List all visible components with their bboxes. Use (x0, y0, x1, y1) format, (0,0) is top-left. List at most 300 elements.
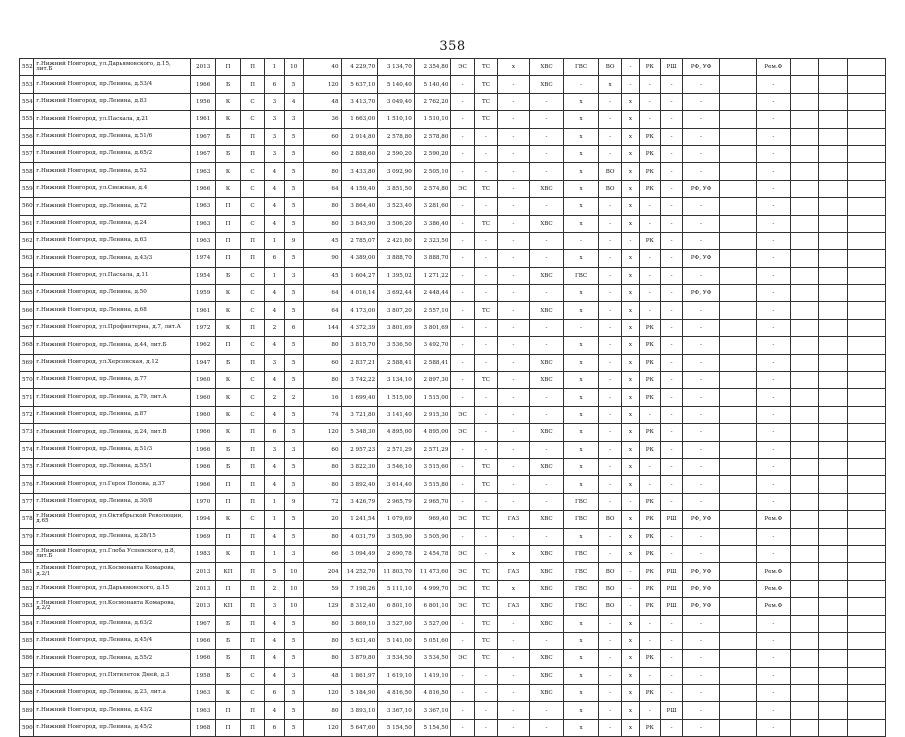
cell-living-area: 2 690,78 (378, 545, 415, 562)
cell-living-area: 2 571,29 (378, 441, 415, 458)
cell-living-area: 2 965,79 (378, 493, 415, 510)
cell-private-area: 2 588,41 (414, 354, 451, 371)
cell-heating: ТС (474, 372, 497, 389)
cell-apartments: 64 (303, 302, 341, 319)
cell-facade: - (683, 76, 720, 93)
cell-row-number: 584 (20, 615, 34, 632)
cell-roof-repair: - (639, 615, 660, 632)
cell-empty-col-a (719, 372, 756, 389)
cell-floors: 5 (284, 424, 303, 441)
cell-chute: х (622, 319, 639, 336)
cell-empty-col-c (818, 337, 848, 354)
cell-empty-col-b (791, 180, 818, 197)
cell-empty-col-d (848, 389, 886, 406)
cell-fund: - (756, 702, 791, 719)
cell-hot-water: - (564, 76, 599, 93)
cell-electricity: - (451, 354, 474, 371)
cell-fund: - (756, 424, 791, 441)
cell-empty-col-b (791, 424, 818, 441)
cell-living-area: 3 134,10 (378, 372, 415, 389)
cell-heating: - (474, 145, 497, 162)
cell-fund: - (756, 372, 791, 389)
table-row (20, 76, 886, 93)
table-row (20, 319, 886, 336)
cell-cold-water: - (529, 406, 564, 423)
cell-empty-col-a (719, 319, 756, 336)
table-row (20, 111, 886, 128)
cell-floors: 5 (284, 128, 303, 145)
cell-total-area: 7 198,26 (341, 580, 378, 597)
cell-basement: - (660, 285, 682, 302)
cell-floors: 5 (284, 198, 303, 215)
cell-gas: - (498, 685, 530, 702)
cell-apartments: 129 (303, 598, 341, 615)
cell-roof-repair: - (639, 632, 660, 649)
cell-facade: - (683, 319, 720, 336)
cell-living-area: 3 807,20 (378, 302, 415, 319)
cell-chute: х (622, 111, 639, 128)
cell-empty-col-d (848, 511, 886, 528)
cell-empty-col-d (848, 719, 886, 736)
cell-floor-type: П (240, 719, 264, 736)
cell-drainage: ВО (598, 511, 621, 528)
cell-year-built: 1956 (190, 93, 215, 110)
cell-living-area: 2 590,20 (378, 145, 415, 162)
cell-entrances: 6 (265, 719, 284, 736)
cell-address: г.Нижний Новгород, пр.Ленина, д.30/8 (34, 493, 191, 510)
cell-cold-water: - (529, 198, 564, 215)
cell-empty-col-b (791, 650, 818, 667)
cell-address: г.Нижний Новгород, ул.Глеба Успенского, д.8, лит.Б (34, 545, 191, 562)
cell-cold-water: ХВС (529, 267, 564, 284)
cell-year-built: 1961 (190, 111, 215, 128)
cell-empty-col-c (818, 476, 848, 493)
table-row (20, 93, 886, 110)
cell-entrances: 4 (265, 285, 284, 302)
cell-floors: 5 (284, 458, 303, 475)
cell-heating: ТС (474, 615, 497, 632)
cell-hot-water: х (564, 406, 599, 423)
cell-basement: - (660, 76, 682, 93)
cell-entrances: 1 (265, 267, 284, 284)
cell-year-built: 1963 (190, 198, 215, 215)
cell-floor-type: П (240, 232, 264, 249)
cell-fund: - (756, 163, 791, 180)
cell-basement: - (660, 232, 682, 249)
cell-row-number: 555 (20, 111, 34, 128)
cell-basement: - (660, 441, 682, 458)
cell-year-built: 1966 (190, 650, 215, 667)
cell-address: г.Нижний Новгород, пр.Ленина, д.43/2 (34, 702, 191, 719)
cell-electricity: ЭС (451, 545, 474, 562)
cell-floor-type: П (240, 424, 264, 441)
cell-year-built: 1966 (190, 476, 215, 493)
cell-fund: - (756, 250, 791, 267)
cell-private-area: 2 354,80 (414, 59, 451, 76)
cell-empty-col-c (818, 354, 848, 371)
cell-electricity: - (451, 458, 474, 475)
cell-drainage: - (598, 702, 621, 719)
cell-fund: - (756, 476, 791, 493)
cell-gas: - (498, 389, 530, 406)
cell-fund: - (756, 389, 791, 406)
cell-wall-material: Б (216, 615, 240, 632)
cell-total-area: 4 389,00 (341, 250, 378, 267)
cell-total-area: 4 173,00 (341, 302, 378, 319)
cell-entrances: 5 (265, 563, 284, 580)
cell-empty-col-d (848, 59, 886, 76)
cell-gas: - (498, 319, 530, 336)
cell-gas: ГАЗ (498, 598, 530, 615)
cell-apartments: 204 (303, 563, 341, 580)
cell-entrances: 4 (265, 702, 284, 719)
cell-hot-water: х (564, 528, 599, 545)
cell-empty-col-c (818, 59, 848, 76)
cell-apartments: 60 (303, 441, 341, 458)
cell-basement: - (660, 424, 682, 441)
cell-empty-col-b (791, 511, 818, 528)
cell-floor-type: П (240, 76, 264, 93)
cell-address: г.Нижний Новгород, пр.Ленина, д.51/3 (34, 441, 191, 458)
cell-fund: Рем.Ф (756, 511, 791, 528)
cell-hot-water: х (564, 180, 599, 197)
cell-floors: 5 (284, 650, 303, 667)
cell-floors: 10 (284, 580, 303, 597)
cell-row-number: 569 (20, 354, 34, 371)
cell-facade: - (683, 372, 720, 389)
cell-empty-col-b (791, 302, 818, 319)
cell-floor-type: С (240, 198, 264, 215)
table-row (20, 528, 886, 545)
cell-living-area: 2 588,41 (378, 354, 415, 371)
cell-floor-type: П (240, 702, 264, 719)
cell-apartments: 64 (303, 180, 341, 197)
table-row (20, 493, 886, 510)
cell-apartments: 120 (303, 76, 341, 93)
cell-year-built: 1967 (190, 145, 215, 162)
cell-gas: - (498, 93, 530, 110)
cell-chute: - (622, 493, 639, 510)
cell-total-area: 3 869,10 (341, 615, 378, 632)
cell-drainage: - (598, 372, 621, 389)
cell-wall-material: К (216, 389, 240, 406)
cell-entrances: 4 (265, 163, 284, 180)
cell-empty-col-a (719, 337, 756, 354)
cell-living-area: 3 536,50 (378, 337, 415, 354)
cell-empty-col-d (848, 493, 886, 510)
cell-address: г.Нижний Новгород, пр.Ленина, д.52 (34, 163, 191, 180)
cell-total-area: 3 426,79 (341, 493, 378, 510)
cell-wall-material: П (216, 719, 240, 736)
cell-floor-type: П (240, 145, 264, 162)
cell-wall-material: КП (216, 598, 240, 615)
cell-floors: 5 (284, 76, 303, 93)
cell-floors: 5 (284, 285, 303, 302)
cell-chute: - (622, 580, 639, 597)
cell-cold-water: - (529, 476, 564, 493)
cell-apartments: 80 (303, 528, 341, 545)
cell-empty-col-d (848, 667, 886, 684)
cell-empty-col-d (848, 354, 886, 371)
cell-drainage: - (598, 632, 621, 649)
table-row (20, 685, 886, 702)
cell-facade: РФ, УФ (683, 59, 720, 76)
table-row (20, 702, 886, 719)
cell-heating: ТС (474, 632, 497, 649)
cell-entrances: 3 (265, 441, 284, 458)
cell-private-area: 4 999,70 (414, 580, 451, 597)
cell-empty-col-a (719, 250, 756, 267)
cell-cold-water: - (529, 232, 564, 249)
cell-wall-material: Б (216, 458, 240, 475)
cell-drainage: - (598, 337, 621, 354)
cell-apartments: 120 (303, 719, 341, 736)
cell-gas: - (498, 215, 530, 232)
cell-empty-col-c (818, 685, 848, 702)
cell-hot-water: х (564, 702, 599, 719)
cell-address: г.Нижний Новгород, пр.Ленина, д.68 (34, 302, 191, 319)
cell-floor-type: С (240, 511, 264, 528)
table-row (20, 476, 886, 493)
cell-empty-col-d (848, 528, 886, 545)
cell-hot-water: х (564, 458, 599, 475)
cell-facade: - (683, 650, 720, 667)
cell-year-built: 1962 (190, 337, 215, 354)
cell-floor-type: С (240, 337, 264, 354)
cell-gas: ГАЗ (498, 511, 530, 528)
cell-roof-repair: РК (639, 424, 660, 441)
cell-empty-col-b (791, 493, 818, 510)
cell-living-area: 3 692,44 (378, 285, 415, 302)
table-row (20, 285, 886, 302)
cell-floors: 10 (284, 563, 303, 580)
cell-cold-water: ХВС (529, 667, 564, 684)
cell-private-area: 3 386,40 (414, 215, 451, 232)
cell-empty-col-c (818, 580, 848, 597)
cell-wall-material: П (216, 580, 240, 597)
cell-empty-col-a (719, 215, 756, 232)
cell-empty-col-c (818, 667, 848, 684)
cell-basement: - (660, 319, 682, 336)
cell-floors: 9 (284, 493, 303, 510)
cell-heating: ТС (474, 511, 497, 528)
cell-empty-col-b (791, 111, 818, 128)
cell-floors: 5 (284, 354, 303, 371)
cell-year-built: 1947 (190, 354, 215, 371)
cell-drainage: - (598, 145, 621, 162)
cell-chute: х (622, 458, 639, 475)
cell-basement: - (660, 528, 682, 545)
cell-fund: - (756, 76, 791, 93)
cell-empty-col-d (848, 458, 886, 475)
cell-row-number: 582 (20, 580, 34, 597)
cell-empty-col-d (848, 128, 886, 145)
cell-facade: - (683, 632, 720, 649)
table-row (20, 632, 886, 649)
cell-drainage: - (598, 476, 621, 493)
cell-apartments: 20 (303, 511, 341, 528)
cell-year-built: 1959 (190, 285, 215, 302)
cell-empty-col-d (848, 198, 886, 215)
cell-total-area: 8 312,40 (341, 598, 378, 615)
cell-empty-col-b (791, 615, 818, 632)
cell-floor-type: П (240, 598, 264, 615)
cell-gas: - (498, 406, 530, 423)
cell-entrances: 2 (265, 580, 284, 597)
cell-drainage: - (598, 267, 621, 284)
cell-chute: х (622, 163, 639, 180)
cell-fund: - (756, 93, 791, 110)
cell-gas: - (498, 128, 530, 145)
cell-empty-col-b (791, 128, 818, 145)
cell-electricity: ЭС (451, 580, 474, 597)
cell-heating: - (474, 128, 497, 145)
cell-empty-col-b (791, 250, 818, 267)
cell-floor-type: П (240, 250, 264, 267)
cell-roof-repair: - (639, 198, 660, 215)
cell-roof-repair: - (639, 267, 660, 284)
cell-total-area: 5 184,90 (341, 685, 378, 702)
cell-drainage: - (598, 128, 621, 145)
cell-cold-water: - (529, 528, 564, 545)
cell-fund: - (756, 441, 791, 458)
cell-floors: 3 (284, 267, 303, 284)
cell-empty-col-a (719, 719, 756, 736)
table-row (20, 250, 886, 267)
cell-total-area: 3 413,70 (341, 93, 378, 110)
cell-total-area: 4 031,79 (341, 528, 378, 545)
cell-wall-material: П (216, 528, 240, 545)
cell-drainage: - (598, 441, 621, 458)
cell-basement: - (660, 145, 682, 162)
cell-empty-col-c (818, 493, 848, 510)
cell-floor-type: С (240, 93, 264, 110)
cell-living-area: 3 505,90 (378, 528, 415, 545)
cell-hot-water: - (564, 319, 599, 336)
cell-heating: ТС (474, 59, 497, 76)
cell-gas: - (498, 76, 530, 93)
cell-private-area: 1 515,00 (414, 389, 451, 406)
cell-chute: х (622, 476, 639, 493)
cell-empty-col-c (818, 528, 848, 545)
cell-living-area: 3 049,40 (378, 93, 415, 110)
cell-roof-repair: РК (639, 354, 660, 371)
table-body (20, 59, 886, 737)
cell-chute: - (622, 59, 639, 76)
cell-empty-col-b (791, 389, 818, 406)
cell-apartments: 80 (303, 476, 341, 493)
cell-electricity: ЭС (451, 424, 474, 441)
cell-basement: - (660, 250, 682, 267)
cell-entrances: 4 (265, 215, 284, 232)
cell-floors: 5 (284, 250, 303, 267)
cell-roof-repair: РК (639, 685, 660, 702)
cell-roof-repair: - (639, 285, 660, 302)
cell-wall-material: К (216, 372, 240, 389)
cell-roof-repair: - (639, 215, 660, 232)
cell-empty-col-a (719, 285, 756, 302)
cell-wall-material: К (216, 685, 240, 702)
cell-row-number: 563 (20, 250, 34, 267)
cell-living-area: 3 546,10 (378, 458, 415, 475)
cell-floors: 5 (284, 511, 303, 528)
cell-hot-water: х (564, 337, 599, 354)
cell-wall-material: К (216, 545, 240, 562)
cell-heating: - (474, 406, 497, 423)
cell-roof-repair: РК (639, 650, 660, 667)
cell-electricity: - (451, 250, 474, 267)
cell-wall-material: П (216, 232, 240, 249)
cell-basement: РШ (660, 598, 682, 615)
cell-drainage: - (598, 354, 621, 371)
cell-empty-col-b (791, 406, 818, 423)
cell-private-area: 2 557,10 (414, 302, 451, 319)
cell-address: г.Нижний Новгород, пр.Ленина, д.53/4 (34, 76, 191, 93)
cell-chute: х (622, 250, 639, 267)
cell-total-area: 3 864,40 (341, 198, 378, 215)
cell-gas: - (498, 163, 530, 180)
table-row (20, 667, 886, 684)
cell-total-area: 3 094,49 (341, 545, 378, 562)
cell-entrances: 4 (265, 180, 284, 197)
cell-hot-water: х (564, 163, 599, 180)
cell-roof-repair: - (639, 667, 660, 684)
cell-year-built: 1967 (190, 615, 215, 632)
cell-floor-type: С (240, 163, 264, 180)
cell-apartments: 90 (303, 250, 341, 267)
cell-electricity: - (451, 528, 474, 545)
cell-empty-col-d (848, 372, 886, 389)
cell-empty-col-c (818, 180, 848, 197)
cell-private-area: 11 473,60 (414, 563, 451, 580)
cell-empty-col-c (818, 145, 848, 162)
cell-electricity: - (451, 232, 474, 249)
cell-cold-water: - (529, 93, 564, 110)
cell-floor-type: С (240, 111, 264, 128)
cell-empty-col-a (719, 354, 756, 371)
cell-row-number: 558 (20, 163, 34, 180)
cell-heating: - (474, 667, 497, 684)
cell-empty-col-a (719, 632, 756, 649)
cell-row-number: 554 (20, 93, 34, 110)
cell-roof-repair: - (639, 476, 660, 493)
cell-roof-repair: РК (639, 493, 660, 510)
cell-floor-type: П (240, 319, 264, 336)
cell-facade: - (683, 302, 720, 319)
cell-wall-material: К (216, 406, 240, 423)
cell-year-built: 1963 (190, 215, 215, 232)
cell-empty-col-c (818, 563, 848, 580)
cell-year-built: 1963 (190, 685, 215, 702)
table-row (20, 441, 886, 458)
cell-empty-col-b (791, 354, 818, 371)
cell-electricity: ЭС (451, 650, 474, 667)
cell-row-number: 586 (20, 650, 34, 667)
cell-entrances: 2 (265, 319, 284, 336)
cell-roof-repair: РК (639, 719, 660, 736)
cell-empty-col-a (719, 476, 756, 493)
cell-drainage: - (598, 406, 621, 423)
cell-hot-water: ГВС (564, 59, 599, 76)
cell-entrances: 6 (265, 76, 284, 93)
cell-empty-col-c (818, 650, 848, 667)
cell-cold-water: - (529, 389, 564, 406)
cell-floors: 4 (284, 93, 303, 110)
cell-empty-col-c (818, 598, 848, 615)
cell-hot-water: ГВС (564, 267, 599, 284)
cell-private-area: 3 888,70 (414, 250, 451, 267)
cell-entrances: 4 (265, 650, 284, 667)
